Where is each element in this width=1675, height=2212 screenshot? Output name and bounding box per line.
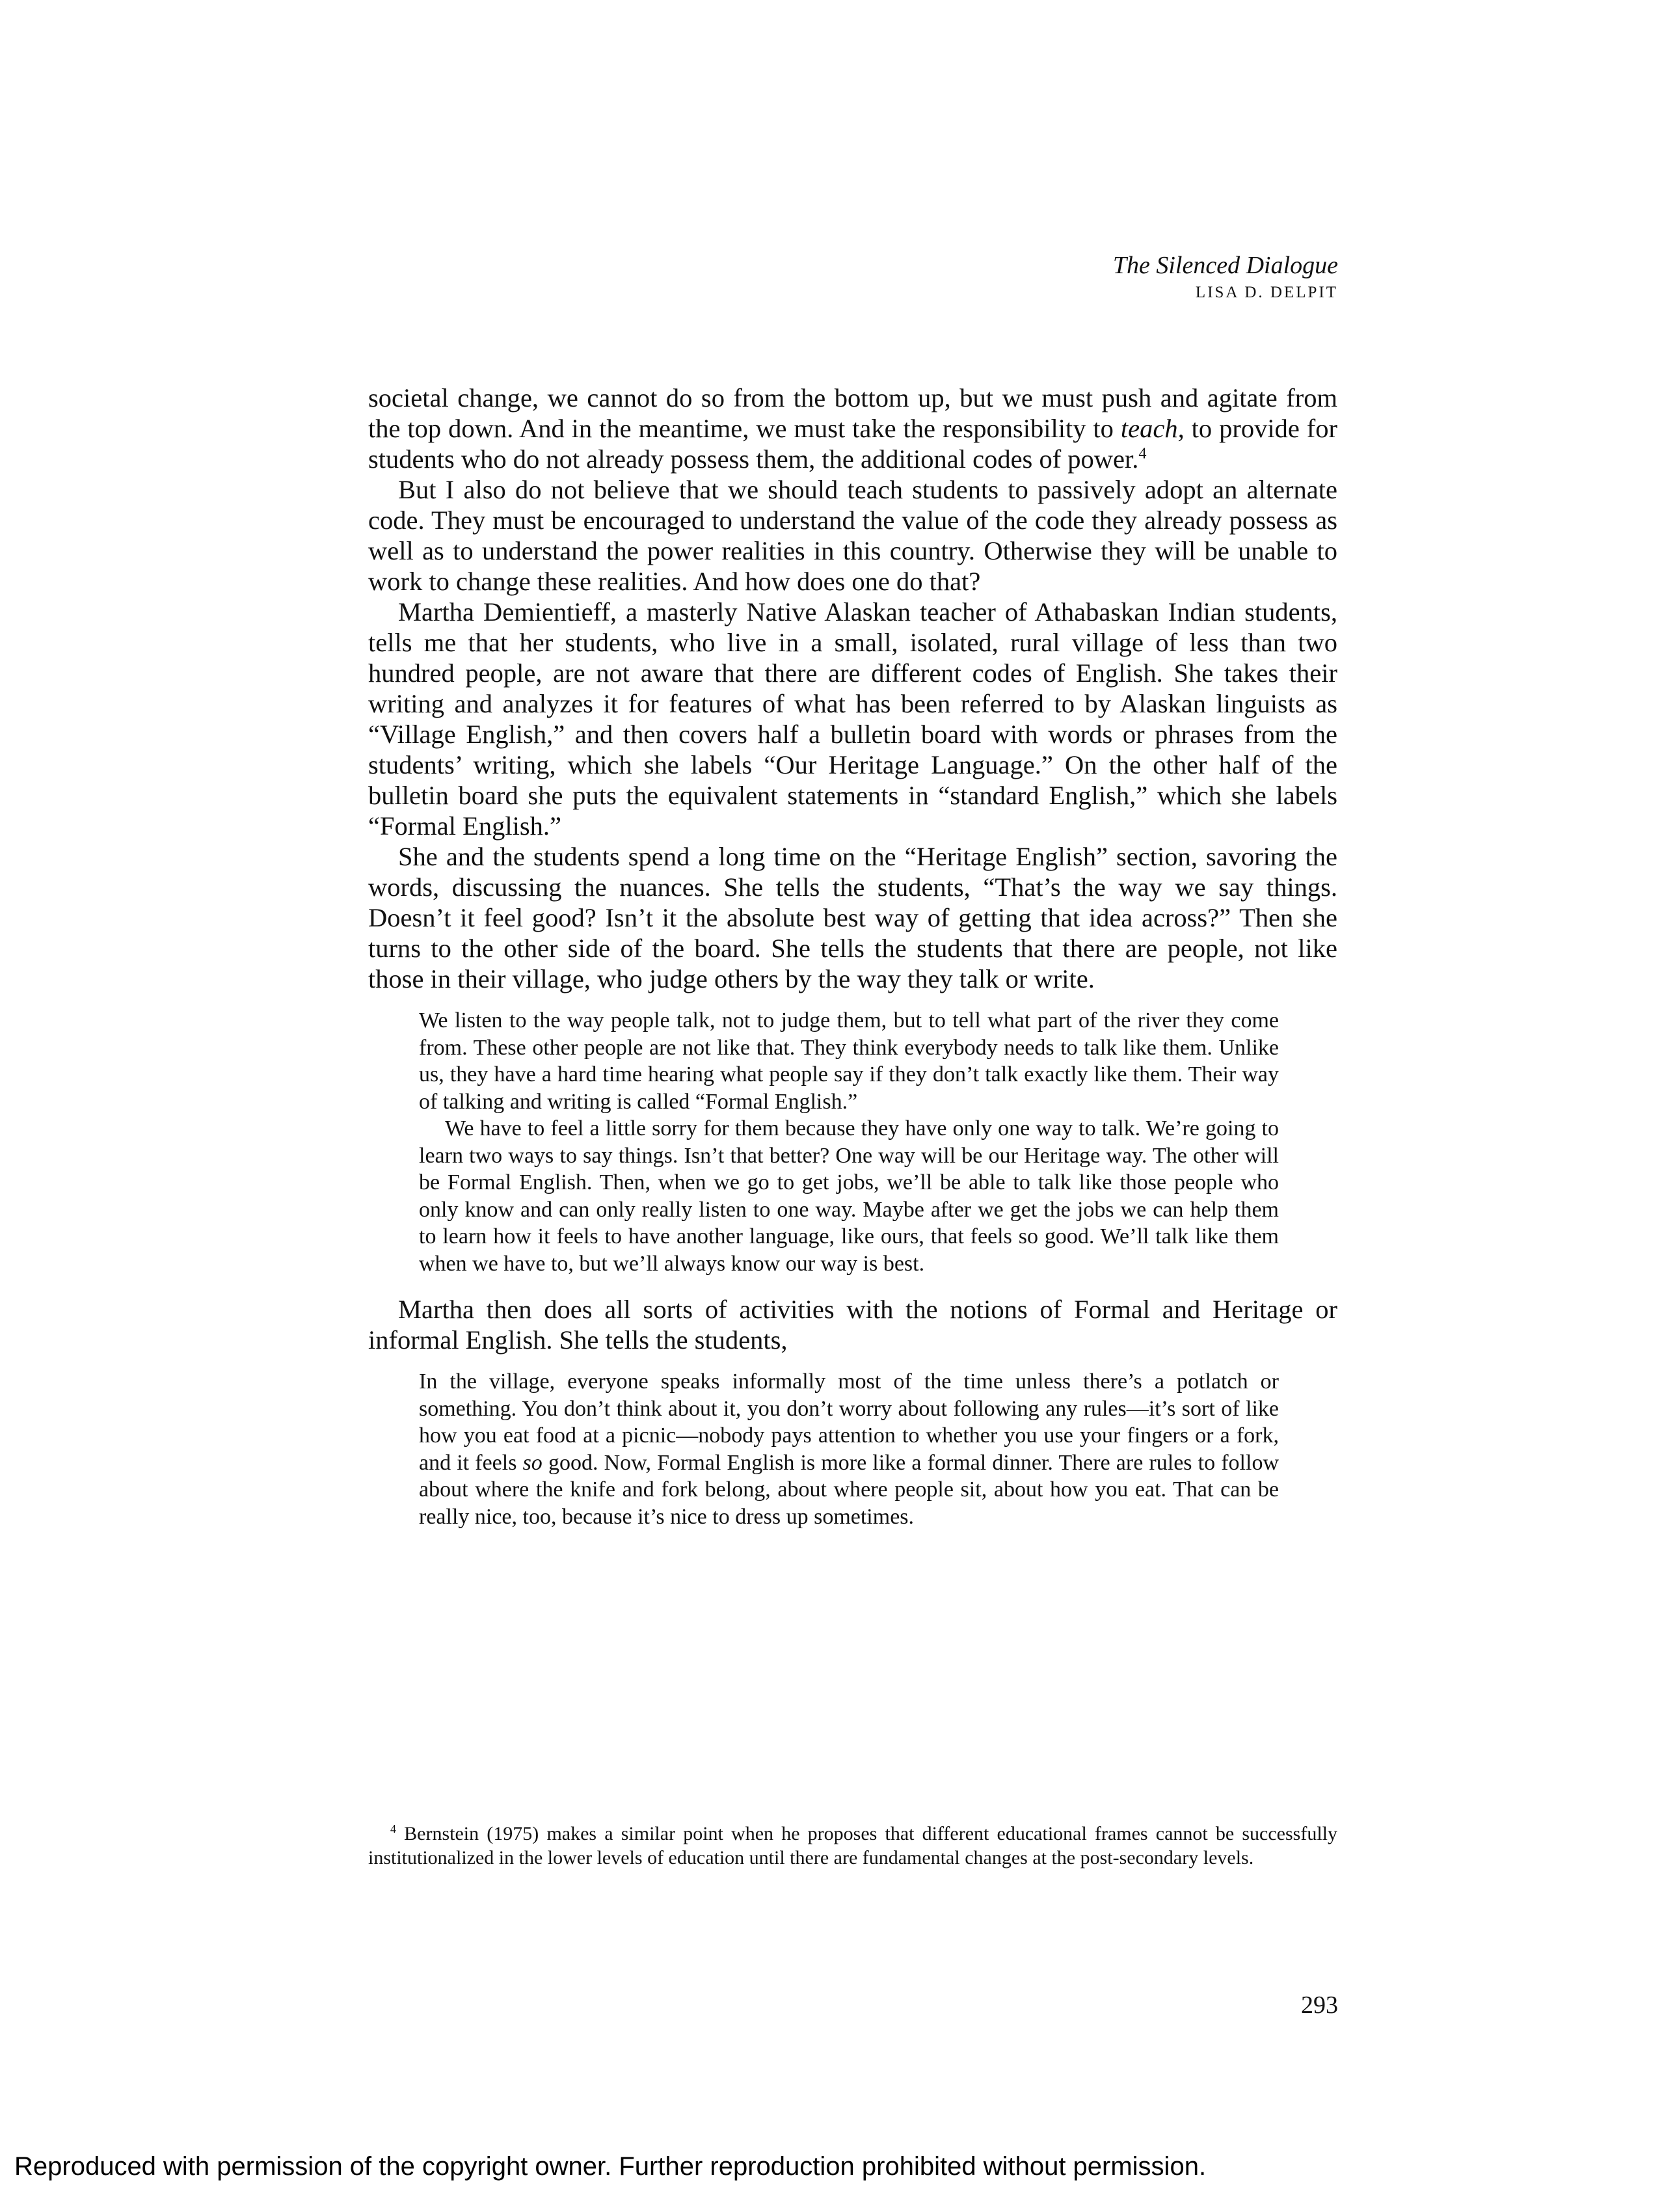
paragraph-1-text-b: to provide for students who do not already possess them, the additional codes of power. <box>368 414 1337 474</box>
block-quote-2 <box>419 1368 1279 1530</box>
block-quote-2-text-b: good. Now, Formal English is more like a formal dinner. There are rules to follow about where the knife and fork belong, about where people sit, about how you eat. That can be really nice, too, because it’s nice to dress up sometimes. <box>419 1450 1280 1529</box>
paragraph-2: But I also do not believe that we should teach students to passively adopt an alternate code. They must be encouraged to understand the value of the code they already possess as well as to understand the power realities in this country. Otherwise they will be unable to work to change these realities. And how does one do that? <box>368 475 1337 596</box>
copyright-notice: Reproduced with permission of the copyright owner. Further reproduction prohibited without permission. <box>14 2152 1207 2181</box>
running-head-title: The Silenced Dialogue <box>1112 252 1338 279</box>
page-number: 293 <box>1301 1991 1338 2019</box>
block-quote-2-emphasis: so <box>522 1450 543 1475</box>
paragraph-4: She and the students spend a long time on the “Heritage English” section, savoring the words, discussing the nuances. She tells the students, “That’s the way we say things. Doesn’t it feel good? Isn’t it the absolute best way of getting that idea across?” Then she turns to the other side of the board. She tells the students that there are people, not like those in their village, who judge others by the way they talk or write. <box>368 842 1337 993</box>
running-head <box>1113 250 1338 305</box>
footnote-reference: 4 <box>1138 444 1147 463</box>
footnote-marker: 4 <box>390 1822 396 1835</box>
running-head-author: LISA D. DELPIT <box>1195 284 1338 301</box>
paragraph-3: Martha Demientieff, a masterly Native Alaskan teacher of Athabaskan Indian students, tells me that her students, who live in a small, isolated, rural village of less than two hundred people, are not aware that there are different codes of English. She takes their writing and analyzes it for features of what has been referred to by Alaskan linguists as “Village English,” and then covers half a bulletin board with words or phrases from the students’ writing, which she labels “Our Heritage Language.” On the other half of the bulletin board she puts the equivalent statements in “standard English,” which she labels “Formal English.” <box>368 597 1337 841</box>
footnotes <box>368 1822 1337 1870</box>
paragraph-5: Martha then does all sorts of activities with the notions of Formal and Heritage or informal English. She tells the students, <box>368 1295 1337 1355</box>
footnote-4 <box>368 1822 1337 1870</box>
block-quote-2-paragraph <box>419 1368 1279 1530</box>
paragraph-1-text-a: societal change, we cannot do so from the bottom up, but we must push and agitate from the top down. And in the meantime, we must take the responsibility to <box>368 383 1337 443</box>
paragraph-1-emphasis: teach, <box>1120 414 1185 443</box>
footnote-text: Bernstein (1975) makes a similar point when he proposes that different educational frames cannot be successfully institutionalized in the lower levels of education until there are fundamental changes at the post-secondary levels. <box>368 1823 1337 1868</box>
block-quote-2-text-a: In the village, everyone speaks informally most of the time unless there’s a potlatch or something. You don’t think about it, you don’t worry about following any rules—it’s sort of like how you eat food at a picnic—nobody pays attention to whether you use your fingers or a fork, and it feels <box>419 1369 1279 1475</box>
block-quote-1-paragraph-2: We have to feel a little sorry for them because they have only one way to talk. We’re going to learn two ways to say things. Isn’t that better? One way will be our Heritage way. The other will be Formal English. Then, when we go to get jobs, we’ll be able to talk like those people who only know and can only really listen to one way. Maybe after we get the jobs we can help them to learn how it feels to have another language, like ours, that feels so good. We’ll talk like them when we have to, but we’ll always know our way is best. <box>419 1116 1279 1276</box>
block-quote-1-paragraph-1: We listen to the way people talk, not to judge them, but to tell what part of the river they come from. These other people are not like that. They think everybody needs to talk like them. Unlike us, they have a hard time hearing what people say if they don’t talk exactly like them. Their way of talking and writing is called “Formal English.” <box>419 1008 1279 1114</box>
main-text <box>368 383 1337 1547</box>
block-quote-1 <box>419 1007 1279 1277</box>
paragraph-1 <box>368 383 1337 474</box>
